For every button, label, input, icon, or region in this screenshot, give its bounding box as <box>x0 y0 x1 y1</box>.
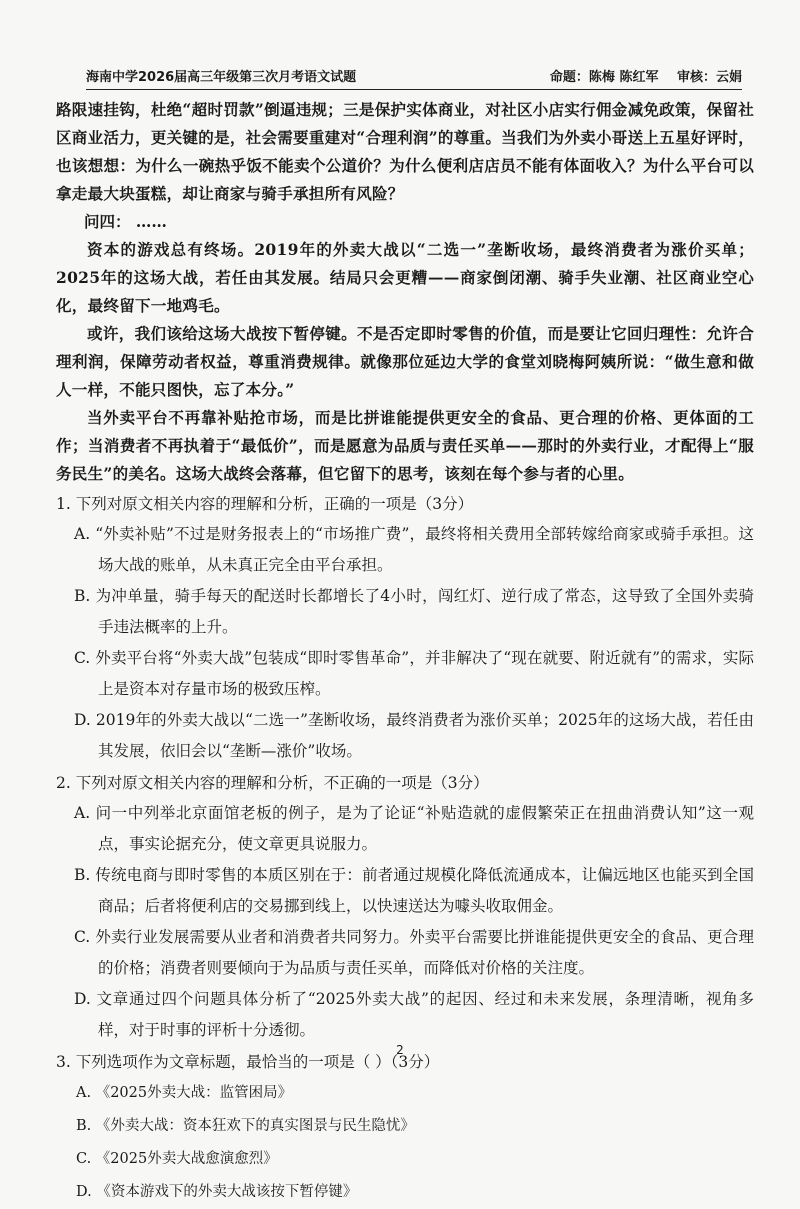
exam-title: 海南中学2026届高三年级第三次月考语文试题 <box>86 70 357 85</box>
question-stem: 3. 下列选项作为文章标题，最恰当的一项是（ ）（3分） <box>56 1053 440 1071</box>
answer-option: A. 问一中列举北京面馆老板的例子，是为了论证“补贴造就的虚假繁荣正在扭曲消费认知”这一观点，事实论据充分，使文章更具说服力。 <box>74 804 754 853</box>
question-2 <box>56 768 754 1046</box>
passage-paragraph: 或许，我们该给这场大战按下暂停键。不是否定即时零售的价值，而是要让它回归理性：允许合理利润，保障劳动者权益，尊重消费规律。就像那位延边大学的食堂刘晓梅阿姨所说：“做生意和做人一样，不能只图快，忘了本分。” <box>56 324 754 399</box>
answer-option: D. 《资本游戏下的外卖大战该按下暂停键》 <box>76 1184 358 1200</box>
answer-option: D. 2019年的外卖大战以“二选一”垄断收场，最终消费者为涨价买单；2025年的这场大战，若任由其发展，依旧会以“垄断—涨价”收场。 <box>74 711 754 760</box>
question-3 <box>56 1047 754 1209</box>
reading-passage <box>56 96 754 488</box>
passage-paragraph: 当外卖平台不再靠补贴抢市场，而是比拼谁能提供更安全的食品、更合理的价格、更体面的工作；当消费者不再执着于“最低价”，而是愿意为品质与责任买单——那时的外卖行业，才配得上“服务民生”的美名。这场大战终会落幕，但它留下的思考，该刻在每个参与者的心里。 <box>56 408 754 483</box>
question-stem: 1. 下列对原文相关内容的理解和分析，正确的一项是（3分） <box>56 495 474 513</box>
question-1 <box>56 489 754 767</box>
passage-paragraph: 资本的游戏总有终场。2019年的外卖大战以“二选一”垄断收场，最终消费者为涨价买单；2025年的这场大战，若任由其发展。结局只会更糟——商家倒闭潮、骑手失业潮、社区商业空心化，最终留下一地鸡毛。 <box>56 240 754 315</box>
page-number: 2 <box>396 1043 404 1057</box>
answer-option: A. “外卖补贴”不过是财务报表上的“市场推广费”，最终将相关费用全部转嫁给商家或骑手承担。这场大战的账单，从未真正完全由平台承担。 <box>74 525 754 574</box>
answer-option: A. 《2025外卖大战：监管困局》 <box>76 1085 293 1101</box>
answer-option: B. 传统电商与即时零售的本质区别在于：前者通过规模化降低流通成本，让偏远地区也能买到全国商品；后者将便利店的交易挪到线上，以快速送达为噱头收取佣金。 <box>74 866 754 915</box>
answer-option: B. 《外卖大战：资本狂欢下的真实图景与民生隐忧》 <box>76 1118 415 1134</box>
page-header <box>86 66 742 90</box>
answer-option: B. 为冲单量，骑手每天的配送时长都增长了4小时，闯红灯、逆行成了常态，这导致了全国外卖骑手违法概率的上升。 <box>74 587 754 636</box>
passage-continued-paragraph: 路限速挂钩，杜绝“超时罚款”倒逼违规；三是保护实体商业，对社区小店实行佣金减免政策，保留社区商业活力，更关键的是，社会需要重建对“合理利润”的尊重。当我们为外卖小哥送上五星好评时，也该想想：为什么一碗热乎饭不能卖个公道价？为什么便利店店员不能有体面收入？为什么平台可以拿走最大块蛋糕，却让商家与骑手承担所有风险？ <box>56 100 754 203</box>
answer-option: D. 文章通过四个问题具体分析了“2025外卖大战”的起因、经过和未来发展，条理清晰，视角多样，对于时事的评析十分透彻。 <box>74 990 754 1039</box>
reviewer-label: 审核：云娟 <box>676 70 742 85</box>
question-stem: 2. 下列对原文相关内容的理解和分析，不正确的一项是（3分） <box>56 774 489 792</box>
proposer-label: 命题：陈梅 陈红军 <box>549 70 659 85</box>
question-four-heading: 问四： …… <box>84 212 167 231</box>
answer-option: C. 《2025外卖大战愈演愈烈》 <box>76 1151 278 1167</box>
answer-option: C. 外卖行业发展需要从业者和消费者共同努力。外卖平台需要比拼谁能提供更安全的食品、更合理的价格；消费者则要倾向于为品质与责任买单，而降低对价格的关注度。 <box>74 928 754 977</box>
header-credits <box>536 66 742 85</box>
answer-option: C. 外卖平台将“外卖大战”包装成“即时零售革命”，并非解决了“现在就要、附近就有”的需求，实际上是资本对存量市场的极致压榨。 <box>74 649 754 698</box>
